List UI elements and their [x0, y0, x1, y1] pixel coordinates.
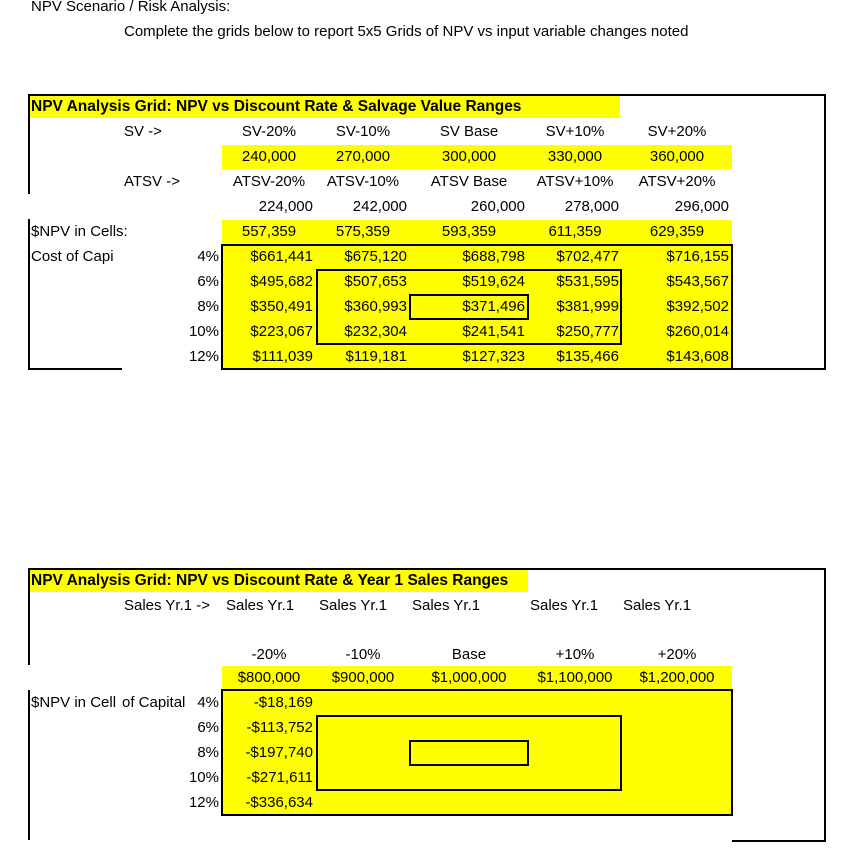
grid1-npv-base[interactable]: 593,359: [441, 223, 497, 240]
grid1-sv-header: SV-10%: [335, 123, 391, 140]
grid1-atsv-header: ATSV Base: [430, 173, 508, 190]
grid1-atsv-value[interactable]: 278,000: [564, 198, 619, 215]
grid1-rate: 10%: [188, 323, 219, 340]
grid1-border-bottom-a: [28, 368, 122, 370]
grid2-pct: Base: [451, 646, 487, 663]
grid2-cell[interactable]: -$18,169: [253, 694, 313, 711]
grid2-sales-value[interactable]: $1,100,000: [537, 669, 613, 686]
grid2-border-left-a: [28, 568, 30, 665]
grid1-cell[interactable]: $519,624: [462, 273, 525, 290]
grid1-atsv-header: ATSV+20%: [638, 173, 716, 190]
grid1-atsv-value[interactable]: 224,000: [258, 198, 313, 215]
grid1-atsv-header: ATSV+10%: [536, 173, 614, 190]
grid2-title: NPV Analysis Grid: NPV vs Discount Rate & Year 1 Sales Ranges: [31, 572, 509, 589]
grid1-cell[interactable]: $143,608: [666, 348, 729, 365]
grid1-rate: 8%: [197, 298, 219, 315]
grid2-cell[interactable]: -$271,611: [246, 769, 313, 786]
grid1-cell[interactable]: $223,067: [250, 323, 313, 340]
grid1-cost-label: Cost of Capi: [31, 248, 114, 265]
grid1-cell[interactable]: $232,304: [344, 323, 407, 340]
grid1-rate: 4%: [197, 248, 219, 265]
grid1-cell[interactable]: $661,441: [250, 248, 313, 265]
grid1-cell[interactable]: $111,039: [252, 348, 313, 365]
grid2-border-bottom: [732, 840, 826, 842]
grid1-cell[interactable]: $350,491: [250, 298, 313, 315]
grid1-cell[interactable]: $531,595: [556, 273, 619, 290]
grid1-cell[interactable]: $241,541: [462, 323, 525, 340]
grid1-sv-header: SV Base: [439, 123, 499, 140]
grid1-border-left-a: [28, 94, 30, 194]
grid1-atsv-header: ATSV-10%: [326, 173, 400, 190]
grid2-rate: 12%: [188, 794, 219, 811]
grid1-cell[interactable]: $260,014: [666, 323, 729, 340]
grid1-sv-value[interactable]: 360,000: [649, 148, 705, 165]
grid1-npv-label: $NPV in Cells:: [31, 223, 128, 240]
grid1-atsv-value[interactable]: 242,000: [352, 198, 407, 215]
grid2-npv-label: $NPV in Cell: [31, 694, 117, 711]
instructions-text: Complete the grids below to report 5x5 Grids of NPV vs input variable changes noted: [124, 23, 689, 40]
grid2-pct: -20%: [251, 646, 287, 663]
grid1-cell[interactable]: $127,323: [462, 348, 525, 365]
grid1-cell[interactable]: $392,502: [666, 298, 729, 315]
grid2-cell[interactable]: -$113,752: [246, 719, 313, 736]
grid2-sales-value[interactable]: $1,000,000: [431, 669, 507, 686]
grid1-cell[interactable]: $543,567: [666, 273, 729, 290]
grid1-sv-header: SV-20%: [241, 123, 297, 140]
grid2-border-left-b: [28, 690, 30, 840]
grid1-sv-row-label: SV ->: [124, 123, 162, 140]
grid1-rate: 6%: [197, 273, 219, 290]
grid2-rate: 6%: [197, 719, 219, 736]
grid1-atsv-value[interactable]: 296,000: [674, 198, 729, 215]
grid2-border-top: [28, 568, 826, 570]
grid2-cell[interactable]: -$336,634: [245, 794, 313, 811]
grid2-rate: 4%: [197, 694, 219, 711]
grid2-header: Sales Yr.1: [226, 597, 295, 614]
grid1-cell[interactable]: $716,155: [666, 248, 729, 265]
grid1-cell[interactable]: $507,653: [344, 273, 407, 290]
grid1-cell[interactable]: $688,798: [462, 248, 525, 265]
grid1-cell[interactable]: $495,682: [250, 273, 313, 290]
grid2-sales-value[interactable]: $1,200,000: [639, 669, 715, 686]
grid2-sales-value[interactable]: $900,000: [331, 669, 395, 686]
grid1-sv-value[interactable]: 270,000: [335, 148, 391, 165]
grid1-cell[interactable]: $381,999: [556, 298, 619, 315]
grid2-header: Sales Yr.1: [412, 597, 481, 614]
grid2-sales-value[interactable]: $800,000: [237, 669, 301, 686]
grid1-cell[interactable]: $702,477: [556, 248, 619, 265]
grid2-cell[interactable]: -$197,740: [245, 744, 313, 761]
grid1-npv-base[interactable]: 629,359: [649, 223, 705, 240]
grid1-border-top: [28, 94, 826, 96]
grid1-atsv-row-label: ATSV ->: [124, 173, 180, 190]
grid1-sv-value[interactable]: 300,000: [441, 148, 497, 165]
grid2-header: Sales Yr.1: [623, 597, 692, 614]
grid1-sv-value[interactable]: 330,000: [547, 148, 603, 165]
grid1-npv-base[interactable]: 611,359: [548, 223, 602, 240]
grid2-rate: 8%: [197, 744, 219, 761]
grid1-sv-value[interactable]: 240,000: [241, 148, 297, 165]
grid1-cell[interactable]: $371,496: [462, 298, 525, 315]
grid1-npv-base[interactable]: 557,359: [241, 223, 297, 240]
grid2-pct: +20%: [657, 646, 697, 663]
sheet-heading: NPV Scenario / Risk Analysis:: [31, 0, 231, 15]
grid1-border-bottom-b: [732, 368, 826, 370]
grid1-border-right: [824, 94, 826, 370]
grid2-header: Sales Yr.1: [530, 597, 599, 614]
grid1-atsv-header: ATSV-20%: [232, 173, 306, 190]
grid1-title: NPV Analysis Grid: NPV vs Discount Rate & Salvage Value Ranges: [31, 98, 522, 115]
grid2-rate: 10%: [188, 769, 219, 786]
grid2-cost-label: of Capital: [122, 694, 186, 711]
grid1-atsv-value[interactable]: 260,000: [470, 198, 525, 215]
grid1-cell[interactable]: $119,181: [345, 348, 407, 365]
grid2-pct: -10%: [345, 646, 381, 663]
grid1-rate: 12%: [188, 348, 219, 365]
grid1-sv-header: SV+20%: [647, 123, 707, 140]
grid1-cell[interactable]: $675,120: [344, 248, 407, 265]
grid2-header: Sales Yr.1: [319, 597, 388, 614]
grid1-border-left-b: [28, 219, 30, 370]
grid2-base-cell-box[interactable]: [409, 740, 529, 766]
grid1-sv-header: SV+10%: [545, 123, 605, 140]
grid1-cell[interactable]: $360,993: [344, 298, 407, 315]
grid2-row-label: Sales Yr.1 ->: [124, 597, 211, 614]
grid1-cell[interactable]: $250,777: [556, 323, 619, 340]
grid2-pct: +10%: [555, 646, 595, 663]
grid1-npv-base[interactable]: 575,359: [335, 223, 391, 240]
grid2-border-right: [824, 568, 826, 842]
grid1-cell[interactable]: $135,466: [556, 348, 619, 365]
